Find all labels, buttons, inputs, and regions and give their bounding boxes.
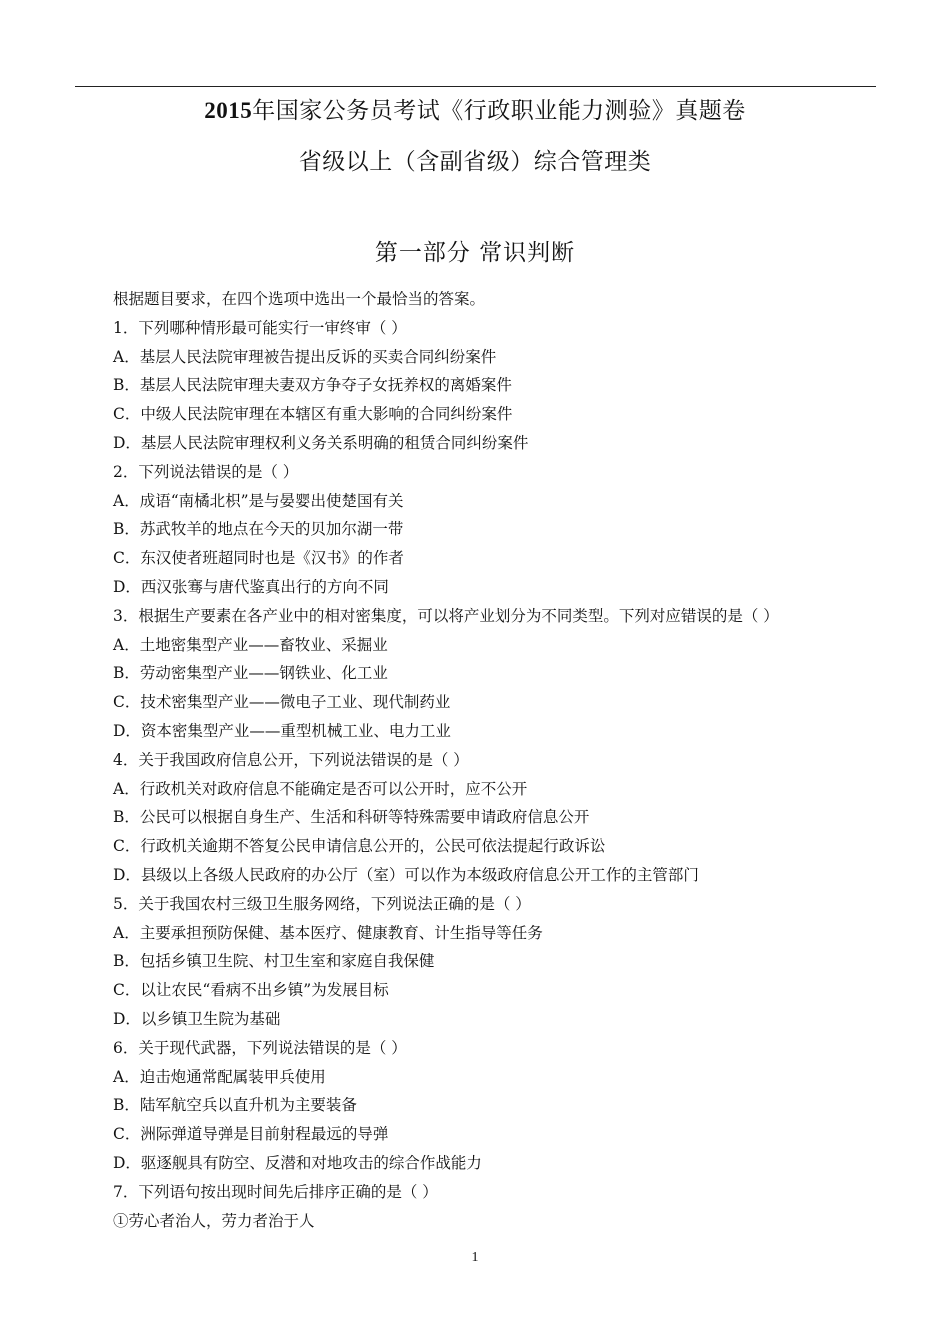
- text-line: C．以让农民“看病不出乡镇”为发展目标: [113, 981, 389, 1000]
- text-line: C．洲际弹道导弹是目前射程最远的导弹: [113, 1125, 389, 1144]
- text-line: A．成语“南橘北枳”是与晏婴出使楚国有关: [113, 491, 404, 510]
- text-line: C．行政机关逾期不答复公民申请信息公开的，公民可依法提起行政诉讼: [113, 837, 606, 856]
- text-line: 3．根据生产要素在各产业中的相对密集度，可以将产业划分为不同类型。下列对应错误的是（ ）: [113, 606, 779, 625]
- text-line: B．苏武牧羊的地点在今天的贝加尔湖一带: [113, 520, 404, 539]
- text-line: C．东汉使者班超同时也是《汉书》的作者: [113, 549, 404, 568]
- text-line: A．土地密集型产业——畜牧业、采掘业: [113, 635, 388, 654]
- question-body: [113, 285, 893, 1235]
- text-line: B．公民可以根据自身生产、生活和科研等特殊需要申请政府信息公开: [113, 808, 590, 827]
- text-line: A．迫击炮通常配属装甲兵使用: [113, 1067, 326, 1086]
- text-line: C．中级人民法院审理在本辖区有重大影响的合同纠纷案件: [113, 405, 513, 424]
- text-line: D．以乡镇卫生院为基础: [113, 1009, 281, 1028]
- text-line: B．基层人民法院审理夫妻双方争夺子女抚养权的离婚案件: [113, 376, 512, 395]
- text-line: 1．下列哪种情形最可能实行一审终审（ ）: [113, 318, 407, 337]
- text-line: B．包括乡镇卫生院、村卫生室和家庭自我保健: [113, 952, 435, 971]
- text-line: D．资本密集型产业——重型机械工业、电力工业: [113, 721, 451, 740]
- text-line: D．驱逐舰具有防空、反潜和对地攻击的综合作战能力: [113, 1153, 482, 1172]
- text-line: D．西汉张骞与唐代鉴真出行的方向不同: [113, 577, 389, 596]
- text-line: 根据题目要求，在四个选项中选出一个最恰当的答案。: [113, 290, 486, 308]
- text-line: 7．下列语句按出现时间先后排序正确的是（ ）: [113, 1182, 438, 1201]
- text-line: 2．下列说法错误的是（ ）: [113, 462, 299, 481]
- document-subtitle: 省级以上（含副省级）综合管理类: [298, 149, 652, 175]
- text-line: D．县级以上各级人民政府的办公厅（室）可以作为本级政府信息公开工作的主管部门: [113, 865, 699, 884]
- text-line: 4．关于我国政府信息公开，下列说法错误的是（ ）: [113, 750, 469, 769]
- title-year: 2015: [204, 98, 253, 123]
- section-title: 第一部分 常识判断: [374, 240, 576, 266]
- text-line: A．行政机关对政府信息不能确定是否可以公开时，应不公开: [113, 779, 528, 798]
- text-line: A．基层人民法院审理被告提出反诉的买卖合同纠纷案件: [113, 347, 497, 366]
- text-line: C．技术密集型产业——微电子工业、现代制药业: [113, 693, 451, 712]
- page-number: 1: [471, 1250, 479, 1265]
- title-text: 年国家公务员考试《行政职业能力测验》真题卷: [252, 98, 746, 124]
- text-line: B．陆军航空兵以直升机为主要装备: [113, 1096, 357, 1115]
- text-line: B．劳动密集型产业——钢铁业、化工业: [113, 664, 388, 683]
- text-line: 5．关于我国农村三级卫生服务网络，下列说法正确的是（ ）: [113, 894, 531, 913]
- document-title: [0, 92, 950, 125]
- header-rule: [75, 86, 876, 87]
- text-line: 6．关于现代武器，下列说法错误的是（ ）: [113, 1038, 407, 1057]
- text-line: ①劳心者治人，劳力者治于人: [113, 1211, 315, 1230]
- text-line: D．基层人民法院审理权利义务关系明确的租赁合同纠纷案件: [113, 433, 529, 452]
- text-line: A．主要承担预防保健、基本医疗、健康教育、计生指导等任务: [113, 923, 543, 942]
